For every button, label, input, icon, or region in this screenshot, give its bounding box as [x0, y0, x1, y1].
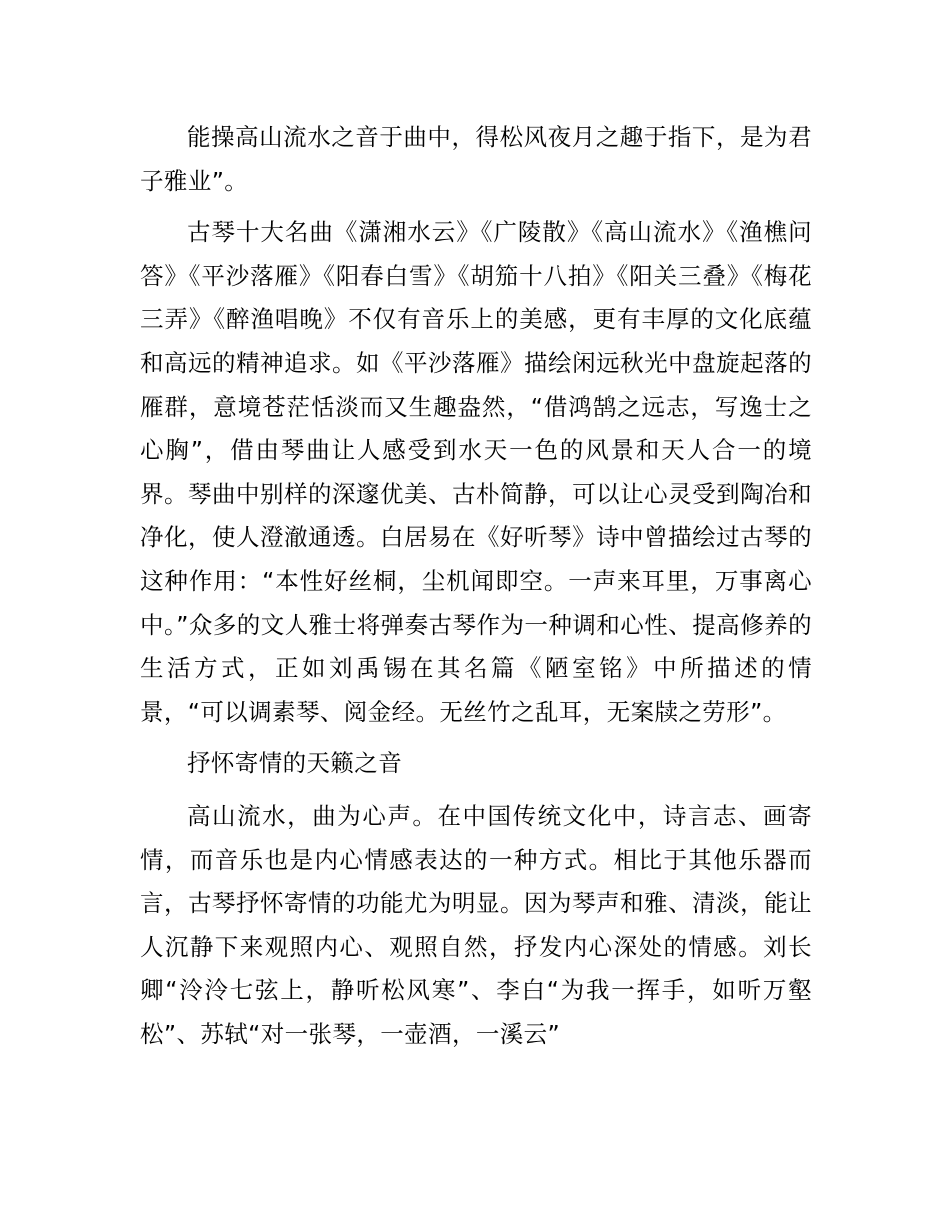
section-heading: 抒怀寄情的天籁之音: [187, 749, 403, 778]
document-page: [140, 116, 812, 1064]
paragraph-gaoshan-liushui: 高山流水，曲为心声。在中国传统文化中，诗言志、画寄情，而音乐也是内心情感表达的一种方式。相比于其他乐器而言，古琴抒怀寄情的功能尤为明显。因为琴声和雅、清淡，能让人沉静下来观照内心、观照自然，抒发内心深处的情感。刘长卿“泠泠七弦上，静听松风寒”、李白“为我一挥手，如听万壑松”、苏轼“对一张琴，一壶酒，一溪云”: [140, 801, 812, 1048]
paragraph-ten-famous-pieces: 古琴十大名曲《潇湘水云》《广陵散》《高山流水》《渔樵问答》《平沙落雁》《阳春白雪》《胡笳十八拍》《阳关三叠》《梅花三弄》《醉渔唱晚》不仅有音乐上的美感，更有丰厚的文化底蕴和高远的精神追求。如《平沙落雁》描绘闲远秋光中盘旋起落的雁群，意境苍茫恬淡而又生趣盎然，“借鸿鹄之远志，写逸士之心胸”，借由琴曲让人感受到水天一色的风景和天人合一的境界。琴曲中别样的深邃优美、古朴简静，可以让心灵受到陶冶和净化，使人澄澈通透。白居易在《好听琴》诗中曾描绘过古琴的这种作用：“本性好丝桐，尘机闻即空。一声来耳里，万事离心中。”众多的文人雅士将弹奏古琴作为一种调和心性、提高修养的生活方式，正如刘禹锡在其名篇《陋室铭》中所描述的情景，“可以调素琴、阅金经。无丝竹之乱耳，无案牍之劳形”。: [140, 218, 812, 726]
paragraph-junzi-yaye: 能操高山流水之音于曲中，得松风夜月之趣于指下，是为君子雅业”。: [140, 123, 812, 195]
